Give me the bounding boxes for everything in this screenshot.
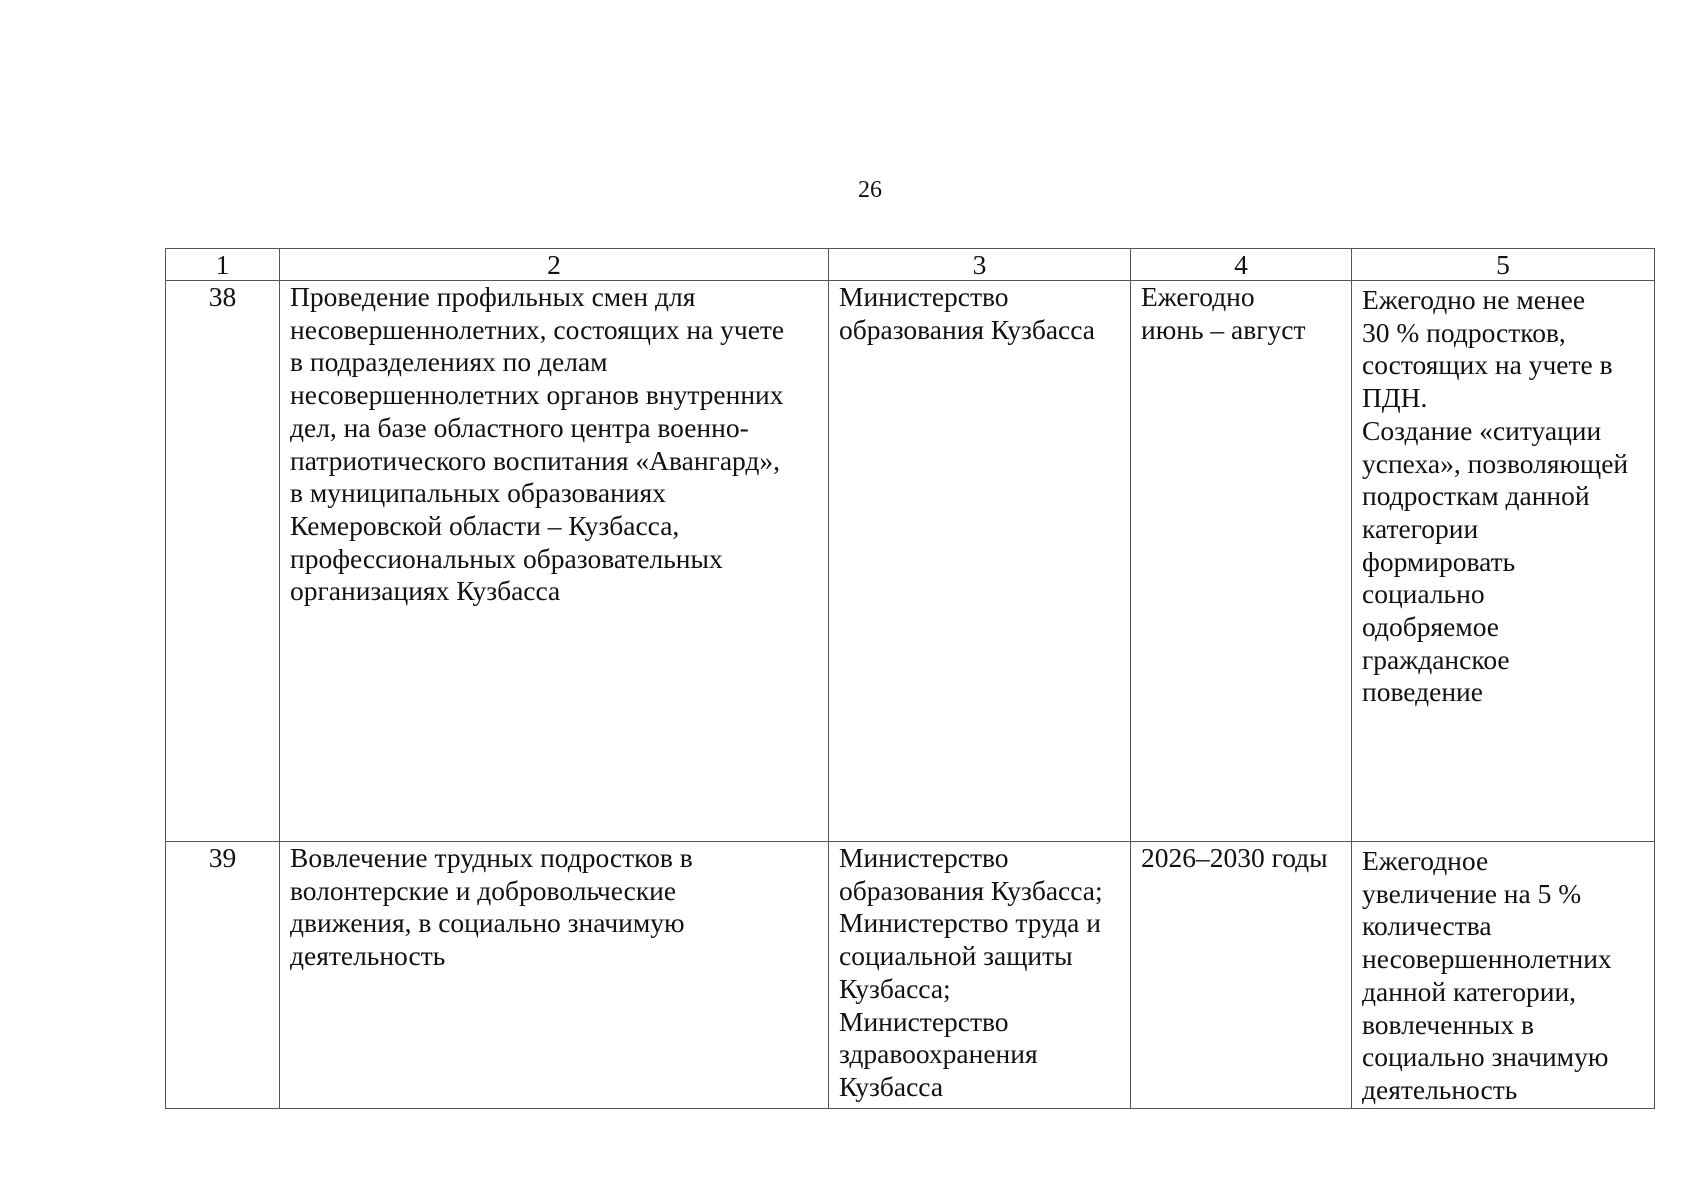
column-header-5: 5 [1352,249,1655,281]
measure-cell: Проведение профильных смен для несовершеннолетних, состоящих на учете в подразделениях по делам несовершеннолетних органов внутренних дел, на базе областного центра военно- патриотического воспитания «Авангард», в муниципальных образованиях Кемеровской области – Кузбасса, профессиональных образовательных организациях Кузбасса [280,281,829,842]
table-header-row [166,249,1655,281]
column-header-3: 3 [829,249,1131,281]
result-cell: Ежегодно не менее 30 % подростков, состоящих на учете в ПДН. Создание «ситуации успеха», позволяющей подросткам данной категории формировать социально одобряемое гражданское поведение [1352,281,1655,842]
table-row [166,842,1655,1109]
table-row [166,281,1655,842]
column-header-2: 2 [280,249,829,281]
term-cell: 2026–2030 годы [1131,842,1352,1109]
page-number: 26 [858,177,882,203]
row-number-cell: 39 [166,842,280,1109]
column-header-1: 1 [166,249,280,281]
executor-cell: Министерство образования Кузбасса; Министерство труда и социальной защиты Кузбасса; Министерство здравоохранения Кузбасса [829,842,1131,1109]
measure-cell: Вовлечение трудных подростков в волонтерские и добровольческие движения, в социально значимую деятельность [280,842,829,1109]
row-number-cell: 38 [166,281,280,842]
result-cell: Ежегодное увеличение на 5 % количества несовершеннолетних данной категории, вовлеченных в социально значимую деятельность [1352,842,1655,1109]
term-cell: Ежегодно июнь – август [1131,281,1352,842]
measures-table [165,248,1655,1109]
column-header-4: 4 [1131,249,1352,281]
executor-cell: Министерство образования Кузбасса [829,281,1131,842]
